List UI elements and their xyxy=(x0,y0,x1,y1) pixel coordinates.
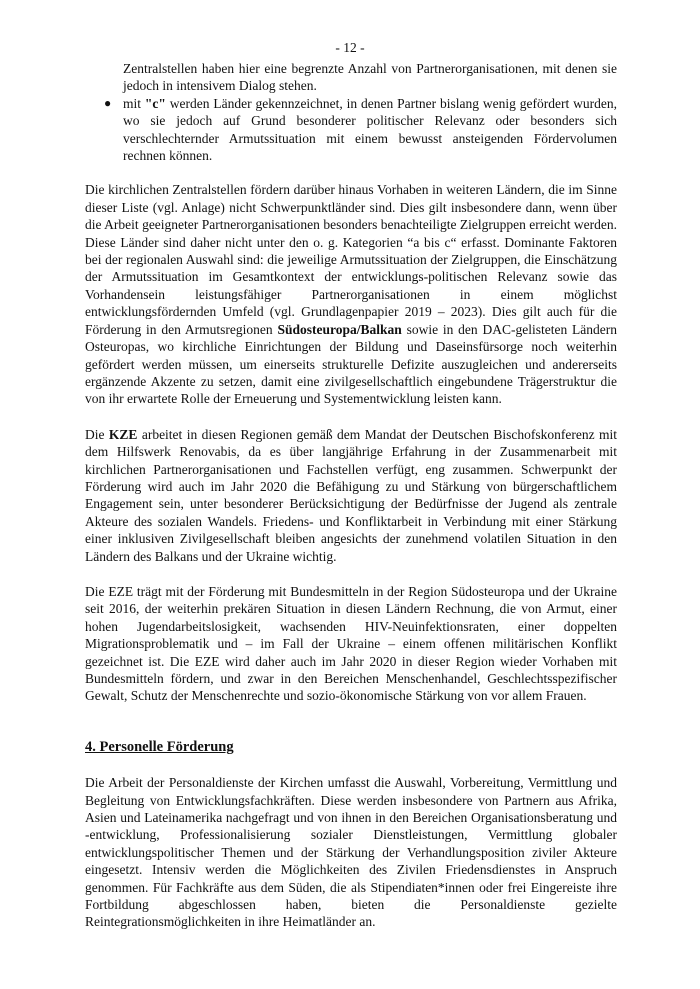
paragraph-eze: Die EZE trägt mit der Förderung mit Bundesmitteln in der Region Südosteuropa und der Ukraine seit 2016, der weiterhin prekären Situation in diesen Ländern Rechnung, die von Armut, einer hohen Jugendarbeitslosigkeit, wachsenden HIV-Neuinfektionsraten, einer doppelten Migrationsproblematik und – im Fall der Ukraine – einem offenen militärischen Konflikt gezeichnet ist. Die EZE wird daher auch im Jahr 2020 in dieser Region wieder Vorhaben mit Bundesmitteln fördern, und zwar in den Bereichen Menschenhandel, Geschlechtsspezifischer Gewalt, Schutz der Menschenrechte und sozio-ökonomische Stärkung von vor allem Frauen. xyxy=(85,583,617,704)
paragraph-1-text-a: Die kirchlichen Zentralstellen fördern darüber hinaus Vorhaben in weiteren Ländern, die im Sinne dieser Liste (vgl. Anlage) nicht Schwerpunktländer sind. Dies gilt insbesondere dann, wenn über die Arbeit geeigneter Partnerorganisationen besonders benachteiligte Zielgruppen erreicht werden. Diese Länder sind daher nicht unter den o. g. Kategorien “a bis c“ erfasst. Dominante Faktoren bei der regionalen Auswahl sind: die jeweilige Armutssituation der Zielgruppen, die Einschätzung der Armutssituation im Gesamtkontext der entwicklungs-politischen Relevanz sowie das Vorhandensein leistungsfähiger Partnerorganisationen in einem möglichst entwicklungsfördernden Umfeld (vgl. Grundlagenpapier 2019 – 2023). Dies gilt auch für die Förderung in den Armutsregionen xyxy=(85,182,617,337)
section-heading: 4. Personelle Förderung xyxy=(85,738,234,755)
paragraph-focus-countries xyxy=(85,181,617,407)
paragraph-1-bold-region: Südosteuropa/Balkan xyxy=(277,321,402,337)
paragraph-2-text-b: arbeitet in diesen Regionen gemäß dem Mandat der Deutschen Bischofskonferenz mit dem Hilfswerk Renovabis, da es über langjährige Erfahrung in der Zusammenarbeit mit kirchlichen Partnerorganisationen und Fachstellen verfügt, eng zusammen. Schwerpunkt der Förderung wird auch im Jahr 2020 die Befähigung zu und Stärkung von bürgerschaftlichem Engagement sein, unter besonderer Berücksichtigung der Bedürfnisse der Jugend als zentrale Akteure des sozialen Wandels. Friedens- und Konfliktarbeit in Verbindung mit einer Stärkung einer inklusiven Zivilgesellschaft bleiben angesichts der zunehmend volatilen Situation in den Ländern des Balkans und der Ukraine wichtig. xyxy=(85,426,617,564)
bullet-item-c xyxy=(85,95,617,165)
category-bullet-list xyxy=(85,95,617,165)
paragraph-2-text-a: Die xyxy=(85,426,109,442)
paragraph-kze xyxy=(85,426,617,565)
paragraph-personnel: Die Arbeit der Personaldienste der Kirchen umfasst die Auswahl, Vorbereitung, Vermittlung und Begleitung von Entwicklungsfachkräften. Diese werden insbesondere von Partnern aus Afrika, Asien und Lateinamerika nachgefragt und von ihnen in den Bereichen Organisationsberatung und -entwicklung, Professionalisierung sozialer Dienstleistungen, Vermittlung globaler entwicklungspolitischer Themen und der Stärkung der Verhandlungsposition ziviler Akteure eingesetzt. Intensiv werden die Möglichkeiten des Zivilen Friedensdienstes in Anspruch genommen. Für Fachkräfte aus dem Süden, die als Stipendiaten*innen oder frei Eingereiste ihre Fortbildung abgeschlossen haben, bieten die Personaldienste gezielte Reintegrationsmöglichkeiten in ihre Heimatländer an. xyxy=(85,775,617,930)
bullet-continuation-text: Zentralstellen haben hier eine begrenzte Anzahl von Partnerorganisationen, mit denen sie jedoch in intensivem Dialog stehen. xyxy=(123,61,617,94)
page-content xyxy=(85,60,617,931)
paragraph-1-text-b: sowie in den DAC-gelisteten Ländern Osteuropas, wo kirchliche Einrichtungen der Bildung und Daseinsfürsorge noch weiterhin gefördert werden müssen, um einerseits strukturelle Defizite auszugleichen und andererseits ergänzende Akzente zu setzen, damit eine zivilgesellschaftlich eingebundene Trägerstruktur die von ihr erwartete Rolle der Erneuerung und Systementwicklung leisten kann. xyxy=(85,321,617,407)
bullet-icon: ● xyxy=(104,95,112,110)
page-number: - 12 - xyxy=(335,40,365,55)
paragraph-2-bold-kze: KZE xyxy=(108,426,138,442)
bullet-prefix: mit xyxy=(123,95,145,111)
bullet-text: werden Länder gekennzeichnet, in denen Partner bislang wenig gefördert wurden, wo sie jedoch auf Grund besonderer politischer Relevanz oder besonders sich verschlechternder Armutssituation mit einem bewusst ansteigenden Fördervolumen rechnen können. xyxy=(123,95,617,164)
bullet-code: "c" xyxy=(144,95,166,111)
